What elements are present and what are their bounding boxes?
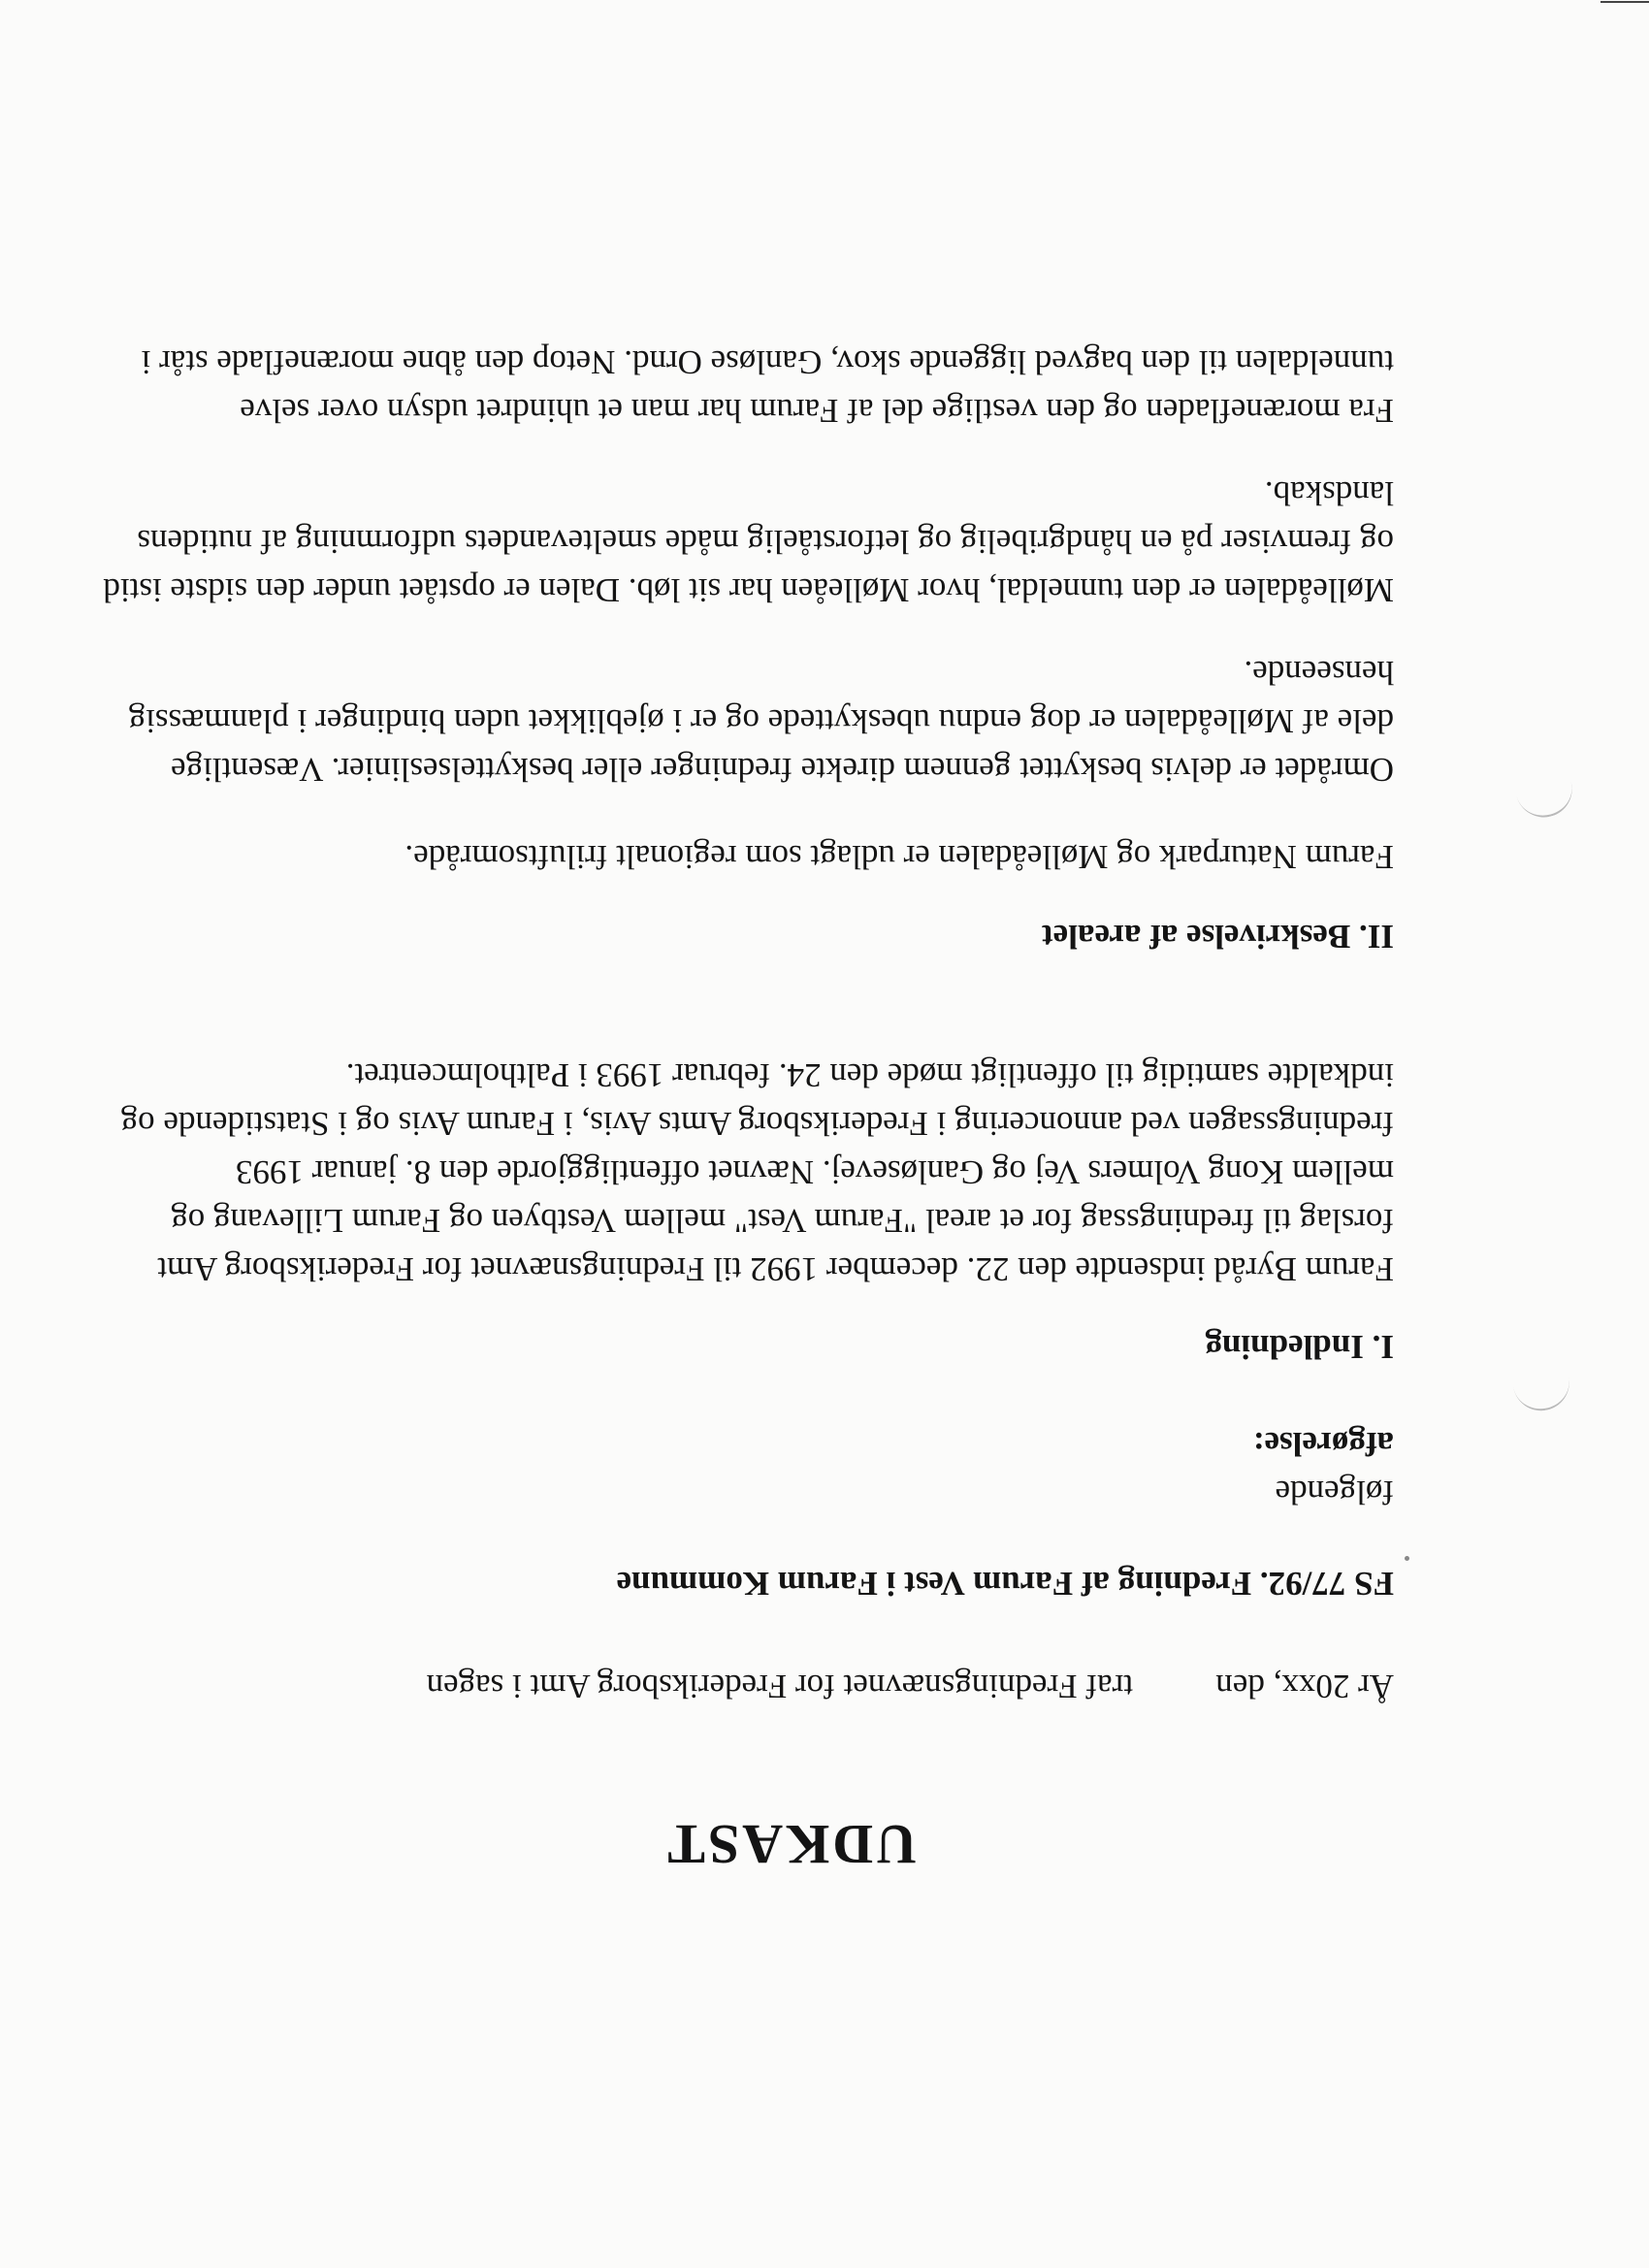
- case-title: FS 77/92. Fredning af Farum Vest i Farum Kommune: [616, 1565, 1394, 1603]
- document-title: UDKAST: [664, 1813, 917, 1876]
- text-line: henseende.: [1244, 654, 1394, 692]
- description-paragraph-3: [103, 469, 1394, 614]
- introduction-paragraph: [120, 1051, 1394, 1293]
- text-line: tunneldalen til den bagved liggende skov, Ganløse Ornd. Netop den åbne moræneflade står i: [141, 343, 1394, 381]
- lead-following: følgende: [1275, 1474, 1394, 1511]
- text-line: Fra morænefladen og den vestlige del af Farum har man et uhindret udsyn over selve: [240, 392, 1394, 430]
- text-line: landskab.: [1264, 474, 1394, 512]
- header-year-date: År 20xx, den: [1215, 1668, 1394, 1705]
- text-line: fredningssagen ved annoncering i Frederiksborg Amts Avis, i Farum Avis og i Statstidende og: [120, 1105, 1394, 1143]
- description-paragraph-1: [254, 832, 1394, 881]
- text-line: Området er delvis beskyttet gennem direkte fredninger eller beskyttelseslinier. Væsentlige: [171, 751, 1394, 789]
- section-heading-introduction: I. Indledning: [1205, 1328, 1394, 1366]
- text-line: indkaldte samtidig til offentligt møde den 24. februar 1993 i Paltholmcentret.: [345, 1056, 1394, 1094]
- description-paragraph-2: [128, 648, 1394, 794]
- text-line: Mølleådalen er den tunneldal, hvor Mølleåen har sit løb. Dalen er opstået under den sidste istid: [103, 571, 1394, 609]
- description-paragraph-4: [141, 338, 1394, 435]
- header-decision-by: traf Fredningsnævnet for Frederiksborg Amt i sagen: [426, 1668, 1133, 1705]
- text-line: Farum Byråd indsendte den 22. december 1992 til Fredningsnævnet for Frederiksborg Amt: [157, 1250, 1394, 1288]
- text-line: Farum Naturpark og Mølleådalen er udlagt som regionalt friluftsområde.: [404, 838, 1394, 876]
- text-line: mellem Kong Volmers Vej og Ganløsevej. Nævnet offentliggjorde den 8. januar 1993: [235, 1153, 1394, 1191]
- section-heading-description: II. Beskrivelse af arealet: [1042, 918, 1394, 956]
- text-line: forslag til fredningssag for et areal "Farum Vest" mellem Vestbyen og Farum Lillevang og: [171, 1202, 1394, 1240]
- lead-decision: afgørelse:: [1252, 1425, 1394, 1463]
- text-line: og fremviser på en håndgribelig og letforståelig måde smeltevandets udformning af nutidens: [137, 523, 1394, 561]
- text-line: dele af Mølleådalen er dog endnu ubeskyttede og er i øjeblikket uden bindinger i planmæssig: [128, 702, 1394, 740]
